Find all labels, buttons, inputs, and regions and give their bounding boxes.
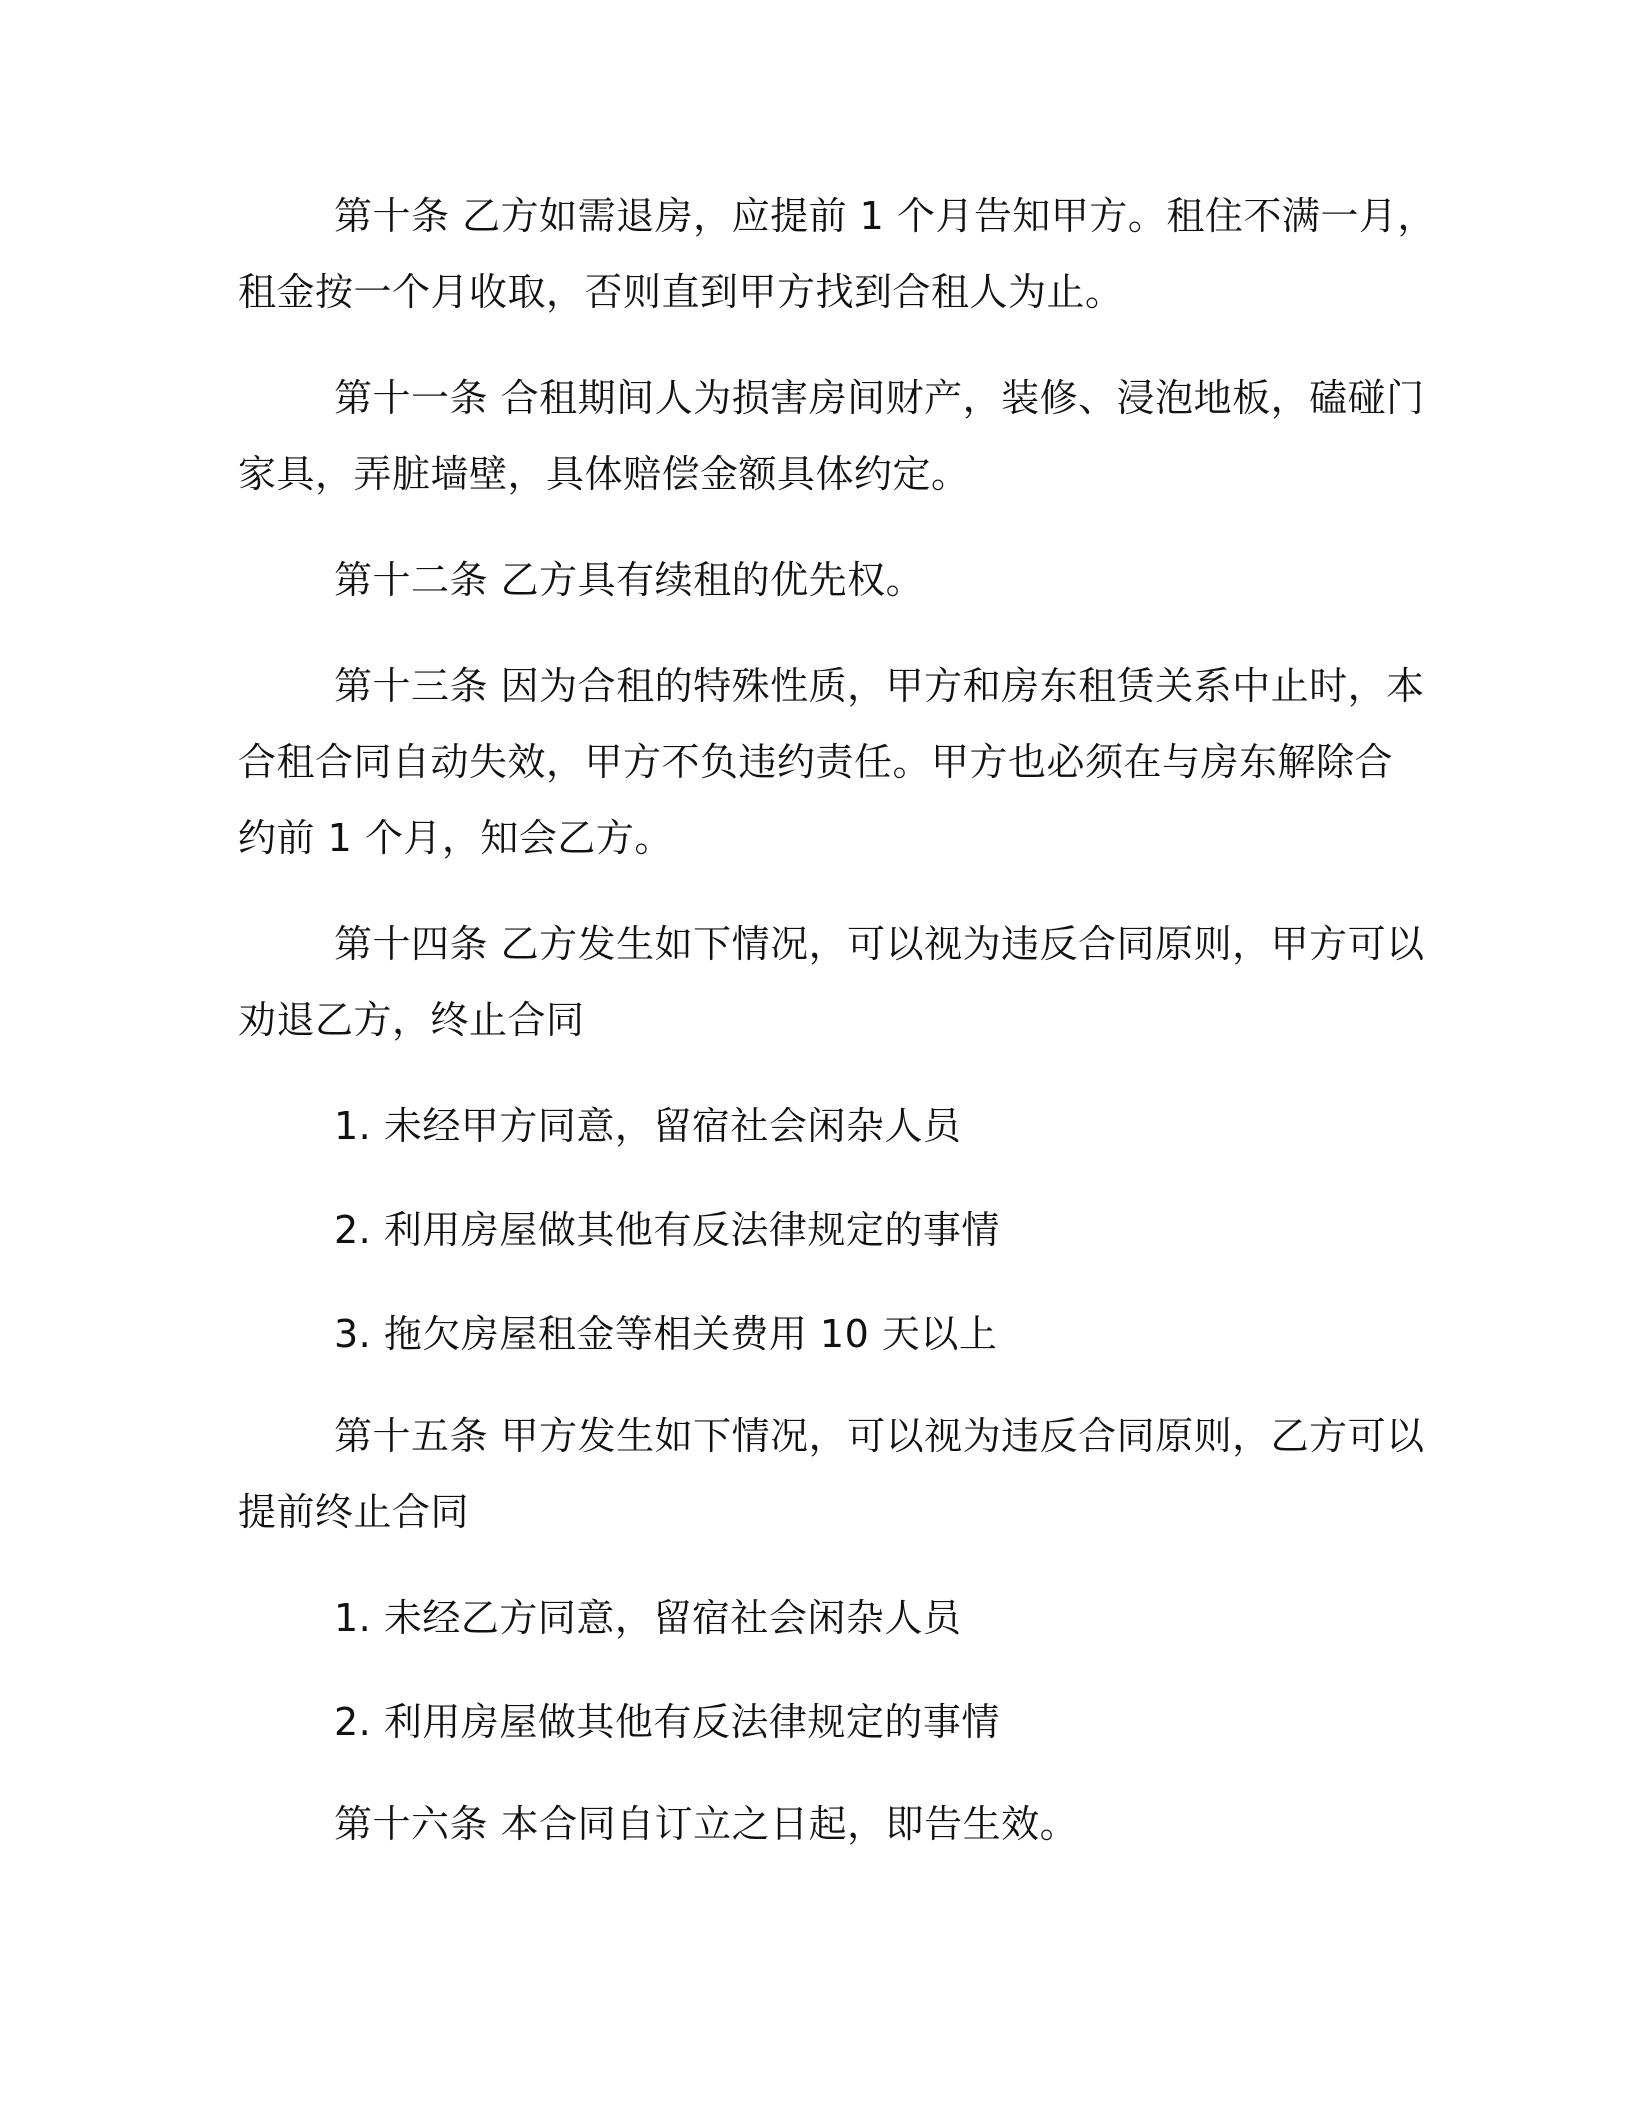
article-16 [238,1786,1378,1862]
article-11-line-2: 家具，弄脏墙壁，具体赔偿金额具体约定。 [238,452,970,496]
article-10-line-2: 租金按一个月收取，否则直到甲方找到合租人为止。 [238,270,1124,314]
article-11 [238,360,1425,512]
article-15-item-2 [238,1684,1378,1760]
article-10-line-1: 第十条 乙方如需退房，应提前 1 个月告知甲方。租住不满一月， [334,194,1436,238]
article-14-item-1-text: 1. 未经甲方同意，留宿社会闲杂人员 [334,1104,962,1148]
article-14-item-3 [238,1296,1378,1372]
article-14-item-2 [238,1192,1378,1268]
article-16-line-1: 第十六条 本合同自订立之日起，即告生效。 [334,1802,1079,1846]
article-13 [238,648,1425,876]
article-12 [238,542,1378,618]
article-14-item-1 [238,1088,1378,1164]
article-14-line-2: 劝退乙方，终止合同 [238,998,585,1042]
article-15 [238,1398,1425,1550]
article-13-line-1: 第十三条 因为合租的特殊性质，甲方和房东租赁关系中止时，本 [334,664,1425,708]
article-11-line-1: 第十一条 合租期间人为损害房间财产，装修、浸泡地板，磕碰门 [334,376,1425,420]
article-15-item-2-text: 2. 利用房屋做其他有反法律规定的事情 [334,1700,1000,1744]
article-14 [238,906,1425,1058]
article-15-line-2: 提前终止合同 [238,1490,470,1534]
article-14-line-1: 第十四条 乙方发生如下情况，可以视为违反合同原则，甲方可以 [334,922,1425,966]
article-14-item-3-text: 3. 拖欠房屋租金等相关费用 10 天以上 [334,1312,998,1356]
article-13-line-3: 约前 1 个月，知会乙方。 [238,816,673,860]
article-14-item-2-text: 2. 利用房屋做其他有反法律规定的事情 [334,1208,1000,1252]
article-12-line-1: 第十二条 乙方具有续租的优先权。 [334,558,925,602]
article-15-item-1-text: 1. 未经乙方同意，留宿社会闲杂人员 [334,1596,962,1640]
article-10 [238,178,1436,330]
article-15-item-1 [238,1580,1378,1656]
article-13-line-2: 合租合同自动失效，甲方不负违约责任。甲方也必须在与房东解除合 [238,740,1394,784]
article-15-line-1: 第十五条 甲方发生如下情况，可以视为违反合同原则，乙方可以 [334,1414,1425,1458]
